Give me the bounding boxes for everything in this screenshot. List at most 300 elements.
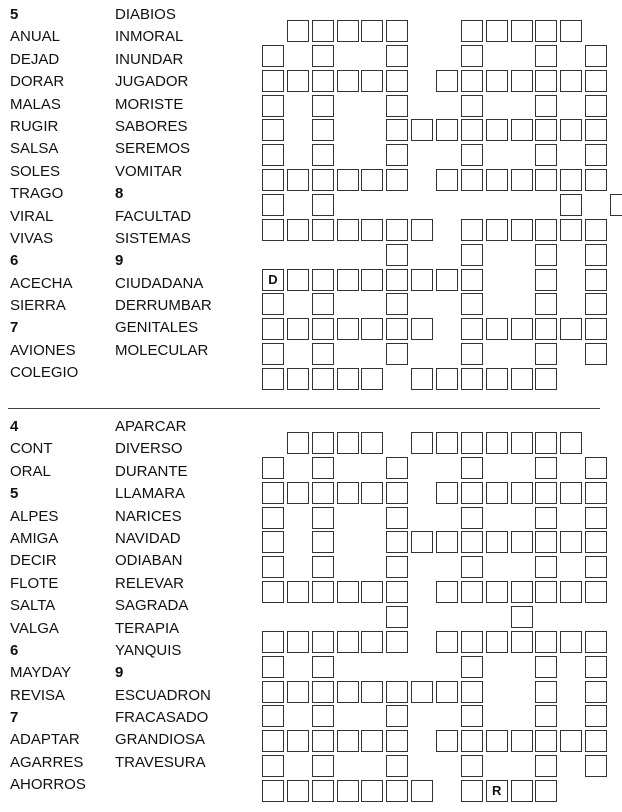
grid-cell[interactable] (436, 432, 458, 454)
grid-cell[interactable] (486, 581, 508, 603)
grid-cell[interactable] (386, 318, 408, 340)
grid-cell[interactable] (411, 318, 433, 340)
puzzle-1 (0, 0, 622, 405)
grid-cell[interactable] (511, 581, 533, 603)
grid-cell[interactable] (312, 144, 334, 166)
grid-cell[interactable] (461, 780, 483, 802)
grid-cell[interactable] (535, 219, 557, 241)
grid-cell[interactable] (262, 705, 284, 727)
grid-cell[interactable] (262, 482, 284, 504)
grid-cell[interactable] (337, 482, 359, 504)
grid-cell[interactable] (560, 318, 582, 340)
grid-cell[interactable] (560, 432, 582, 454)
word-list-item: DECIR (10, 552, 57, 570)
grid-cell[interactable] (337, 780, 359, 802)
word-list-item: TRAGO (10, 185, 64, 203)
grid-cell[interactable] (262, 219, 284, 241)
grid-cell[interactable] (386, 606, 408, 628)
grid-cell[interactable] (585, 531, 607, 553)
grid-cell[interactable] (386, 631, 408, 653)
grid-cell[interactable] (585, 70, 607, 92)
grid-cell[interactable] (560, 119, 582, 141)
grid-cell[interactable] (312, 119, 334, 141)
grid-cell[interactable] (535, 269, 557, 291)
grid-cell[interactable] (262, 631, 284, 653)
word-list-item: SALTA (10, 597, 56, 615)
grid-cell[interactable] (585, 755, 607, 777)
grid-cell[interactable] (287, 730, 309, 752)
word-list-item: FLOTE (10, 574, 59, 592)
grid-cell[interactable] (262, 144, 284, 166)
grid-cell[interactable] (461, 755, 483, 777)
grid-cell[interactable] (312, 705, 334, 727)
grid-cell[interactable] (337, 169, 359, 191)
grid-cell[interactable] (337, 581, 359, 603)
grid-cell[interactable] (436, 368, 458, 390)
grid-cell[interactable] (560, 219, 582, 241)
grid-cell[interactable] (610, 194, 622, 216)
grid-cell[interactable] (312, 581, 334, 603)
grid-cell[interactable] (535, 531, 557, 553)
grid-cell[interactable] (411, 368, 433, 390)
word-list-item: CONT (10, 440, 53, 458)
grid-cell[interactable] (262, 457, 284, 479)
grid-cell[interactable] (287, 581, 309, 603)
grid-cell[interactable] (337, 432, 359, 454)
grid-cell[interactable] (312, 780, 334, 802)
grid-cell[interactable] (386, 780, 408, 802)
grid-cell[interactable] (585, 144, 607, 166)
word-list-item: SIERRA (10, 297, 66, 315)
word-list-item: COLEGIO (10, 364, 79, 382)
grid-cell[interactable] (560, 20, 582, 42)
grid-cell[interactable] (262, 730, 284, 752)
grid-cell[interactable] (262, 780, 284, 802)
grid-cell[interactable] (411, 531, 433, 553)
grid-cell[interactable] (535, 432, 557, 454)
grid-cell[interactable] (361, 780, 383, 802)
grid-cell[interactable] (386, 293, 408, 315)
grid-cell[interactable] (386, 45, 408, 67)
grid-cell[interactable] (486, 730, 508, 752)
word-list-item: NARICES (115, 507, 182, 525)
grid-cell[interactable] (312, 755, 334, 777)
grid-cell[interactable] (262, 681, 284, 703)
grid-cell[interactable] (461, 368, 483, 390)
word-length-heading: 6 (10, 641, 19, 659)
grid-cell[interactable] (461, 70, 483, 92)
grid-cell[interactable] (535, 755, 557, 777)
grid-cell[interactable] (287, 681, 309, 703)
grid-cell[interactable] (560, 631, 582, 653)
grid-cell[interactable] (585, 705, 607, 727)
word-list-item: GENITALES (115, 319, 199, 337)
grid-cell[interactable] (560, 581, 582, 603)
grid-cell[interactable] (361, 20, 383, 42)
grid-cell[interactable] (535, 705, 557, 727)
grid-cell[interactable] (585, 169, 607, 191)
grid-cell[interactable] (262, 556, 284, 578)
word-list-item: ANUAL (10, 28, 61, 46)
grid-cell[interactable] (287, 20, 309, 42)
grid-cell[interactable] (461, 95, 483, 117)
grid-cell[interactable] (386, 507, 408, 529)
grid-cell[interactable] (337, 269, 359, 291)
grid-cell[interactable] (436, 681, 458, 703)
grid-cell[interactable] (461, 169, 483, 191)
grid-cell[interactable] (560, 169, 582, 191)
grid-cell[interactable] (312, 507, 334, 529)
grid-cell[interactable] (312, 531, 334, 553)
grid-cell[interactable] (361, 631, 383, 653)
grid-cell[interactable] (287, 631, 309, 653)
grid-cell[interactable] (535, 70, 557, 92)
grid-cell[interactable] (361, 581, 383, 603)
grid-cell[interactable] (262, 95, 284, 117)
grid-cell[interactable] (535, 144, 557, 166)
grid-cell[interactable] (461, 656, 483, 678)
grid-cell[interactable] (585, 318, 607, 340)
grid-cell[interactable] (436, 730, 458, 752)
grid-cell[interactable] (386, 144, 408, 166)
grid-cell[interactable] (287, 70, 309, 92)
grid-cell[interactable] (337, 681, 359, 703)
grid-cell[interactable] (511, 20, 533, 42)
grid-cell[interactable] (386, 581, 408, 603)
grid-cell[interactable] (511, 219, 533, 241)
grid-cell[interactable] (585, 631, 607, 653)
grid-cell[interactable] (560, 730, 582, 752)
grid-cell[interactable] (312, 556, 334, 578)
grid-cell[interactable] (461, 219, 483, 241)
grid-cell[interactable] (337, 631, 359, 653)
grid-cell[interactable] (386, 20, 408, 42)
grid-cell[interactable] (262, 194, 284, 216)
grid-cell[interactable] (535, 244, 557, 266)
grid-cell[interactable] (312, 343, 334, 365)
grid-cell[interactable] (585, 507, 607, 529)
grid-cell[interactable] (461, 343, 483, 365)
word-list-item: MAYDAY (10, 664, 72, 682)
grid-cell[interactable] (535, 556, 557, 578)
grid-cell[interactable] (461, 20, 483, 42)
grid-cell[interactable] (535, 368, 557, 390)
word-list-item: AHORROS (10, 776, 86, 794)
grid-cell[interactable] (486, 482, 508, 504)
grid-cell[interactable] (312, 95, 334, 117)
grid-cell[interactable] (535, 631, 557, 653)
grid-cell[interactable] (436, 531, 458, 553)
grid-cell[interactable] (386, 95, 408, 117)
grid-cell[interactable] (312, 20, 334, 42)
grid-cell[interactable] (535, 681, 557, 703)
grid-cell[interactable] (312, 269, 334, 291)
grid-cell[interactable] (337, 70, 359, 92)
grid-cell[interactable] (436, 70, 458, 92)
word-list-item: CIUDADANA (115, 274, 204, 292)
grid-cell[interactable] (262, 293, 284, 315)
word-list-item: SISTEMAS (115, 229, 191, 247)
grid-cell[interactable] (461, 556, 483, 578)
grid-cell[interactable] (585, 730, 607, 752)
grid-cell[interactable] (585, 244, 607, 266)
grid-cell[interactable] (312, 368, 334, 390)
grid-cell[interactable] (411, 219, 433, 241)
grid-cell[interactable] (511, 368, 533, 390)
grid-cell[interactable] (386, 343, 408, 365)
grid-cell[interactable] (535, 293, 557, 315)
grid-cell[interactable] (585, 581, 607, 603)
grid-cell[interactable] (511, 606, 533, 628)
grid-cell[interactable] (287, 219, 309, 241)
grid-cell[interactable] (511, 70, 533, 92)
grid-cell[interactable] (486, 531, 508, 553)
grid-cell[interactable] (461, 730, 483, 752)
grid-cell[interactable] (461, 581, 483, 603)
grid-cell[interactable] (361, 219, 383, 241)
grid-cell[interactable] (560, 531, 582, 553)
grid-cell[interactable] (386, 482, 408, 504)
grid-cell[interactable] (511, 318, 533, 340)
grid-cell[interactable] (585, 656, 607, 678)
grid-cell[interactable] (312, 457, 334, 479)
grid-cell[interactable] (535, 780, 557, 802)
grid-cell[interactable] (461, 269, 483, 291)
grid-cell[interactable] (535, 730, 557, 752)
grid-cell[interactable] (361, 70, 383, 92)
word-list-item: DURANTE (115, 462, 188, 480)
grid-cell[interactable] (386, 730, 408, 752)
grid-cell[interactable] (386, 219, 408, 241)
word-list-item: DIABIOS (115, 6, 176, 23)
grid-cell[interactable] (436, 581, 458, 603)
grid-cell[interactable] (585, 219, 607, 241)
grid-cell[interactable] (511, 119, 533, 141)
grid-cell[interactable] (337, 730, 359, 752)
grid-cell[interactable] (461, 705, 483, 727)
grid-cell[interactable] (511, 780, 533, 802)
grid-cell[interactable] (262, 119, 284, 141)
grid-cell[interactable] (486, 219, 508, 241)
grid-cell[interactable] (262, 531, 284, 553)
grid-cell[interactable] (262, 45, 284, 67)
grid-cell[interactable] (262, 507, 284, 529)
grid-cell[interactable] (386, 755, 408, 777)
grid-cell[interactable] (585, 482, 607, 504)
grid-cell[interactable] (262, 656, 284, 678)
grid-cell[interactable] (535, 507, 557, 529)
grid-cell[interactable] (411, 432, 433, 454)
grid-cell[interactable] (337, 20, 359, 42)
grid-cell[interactable] (535, 45, 557, 67)
word-length-heading: 4 (10, 418, 19, 435)
grid-cell[interactable] (486, 631, 508, 653)
grid-cell[interactable] (386, 269, 408, 291)
grid-cell[interactable] (262, 169, 284, 191)
grid-cell[interactable] (535, 119, 557, 141)
grid-cell[interactable] (312, 70, 334, 92)
grid-cell[interactable] (287, 432, 309, 454)
grid-cell[interactable] (461, 432, 483, 454)
grid-cell[interactable] (461, 631, 483, 653)
word-list-column-2 (115, 4, 212, 362)
grid-cell[interactable] (287, 482, 309, 504)
grid-cell[interactable] (361, 482, 383, 504)
grid-cell[interactable] (337, 368, 359, 390)
word-list-item: VOMITAR (115, 162, 183, 180)
grid-cell[interactable] (361, 730, 383, 752)
grid-cell[interactable] (436, 119, 458, 141)
grid-cell[interactable] (461, 531, 483, 553)
grid-cell[interactable] (312, 293, 334, 315)
grid-cell[interactable] (486, 318, 508, 340)
word-list-item: ADAPTAR (10, 731, 80, 749)
grid-cell[interactable] (461, 293, 483, 315)
grid-cell[interactable] (585, 293, 607, 315)
grid-cell[interactable] (386, 169, 408, 191)
grid-cell[interactable] (386, 457, 408, 479)
grid-cell[interactable] (511, 432, 533, 454)
grid-cell[interactable] (486, 368, 508, 390)
grid-cell[interactable] (287, 368, 309, 390)
word-list-item: MOLECULAR (115, 341, 209, 359)
grid-cell[interactable] (535, 20, 557, 42)
grid-cell[interactable] (436, 482, 458, 504)
grid-cell[interactable] (312, 730, 334, 752)
grid-cell[interactable] (585, 681, 607, 703)
grid-cell[interactable] (312, 656, 334, 678)
word-list-item: ACECHA (10, 274, 73, 292)
word-list-item: VIRAL (10, 207, 54, 225)
grid-cell[interactable] (535, 318, 557, 340)
grid-cell[interactable] (312, 169, 334, 191)
grid-cell[interactable] (312, 432, 334, 454)
grid-cell[interactable] (386, 531, 408, 553)
grid-cell[interactable] (361, 169, 383, 191)
grid-cell[interactable] (511, 482, 533, 504)
grid-cell[interactable] (312, 318, 334, 340)
grid-cell[interactable] (585, 269, 607, 291)
grid-cell[interactable] (386, 681, 408, 703)
word-list-item: TRAVESURA (115, 753, 206, 771)
grid-cell[interactable] (287, 269, 309, 291)
grid-cell[interactable] (361, 318, 383, 340)
grid-cell[interactable] (262, 269, 284, 291)
word-list-item: FRACASADO (115, 709, 209, 727)
grid-cell[interactable] (361, 368, 383, 390)
grid-cell[interactable] (535, 95, 557, 117)
grid-cell[interactable] (535, 581, 557, 603)
grid-cell[interactable] (287, 780, 309, 802)
grid-cell[interactable] (486, 20, 508, 42)
grid-cell[interactable] (262, 343, 284, 365)
word-length-heading: 6 (10, 252, 19, 270)
grid-cell[interactable] (486, 169, 508, 191)
grid-cell[interactable] (461, 45, 483, 67)
word-list-item: INUNDAR (115, 50, 184, 68)
grid-cell[interactable] (461, 507, 483, 529)
word-length-heading: 9 (115, 664, 124, 682)
grid-cell[interactable] (486, 70, 508, 92)
grid-cell[interactable] (312, 681, 334, 703)
grid-cell[interactable] (262, 581, 284, 603)
grid-cell[interactable] (511, 531, 533, 553)
grid-cell[interactable] (585, 457, 607, 479)
grid-cell[interactable] (361, 269, 383, 291)
grid-cell[interactable] (461, 144, 483, 166)
grid-cell[interactable] (386, 70, 408, 92)
grid-cell[interactable] (386, 556, 408, 578)
grid-cell[interactable] (461, 681, 483, 703)
grid-cell[interactable] (361, 681, 383, 703)
grid-cell[interactable] (411, 681, 433, 703)
grid-cell[interactable] (461, 244, 483, 266)
grid-cell[interactable] (486, 432, 508, 454)
grid-cell[interactable] (411, 780, 433, 802)
word-list-item: MORISTE (115, 95, 184, 113)
grid-cell[interactable] (337, 219, 359, 241)
grid-cell[interactable] (511, 169, 533, 191)
grid-cell[interactable] (312, 194, 334, 216)
grid-cell[interactable] (287, 318, 309, 340)
word-list-item: REVISA (10, 686, 66, 704)
grid-cell[interactable] (312, 631, 334, 653)
grid-cell[interactable] (312, 219, 334, 241)
grid-cell[interactable] (535, 457, 557, 479)
grid-cell[interactable] (262, 368, 284, 390)
grid-cell[interactable] (361, 432, 383, 454)
grid-cell[interactable] (436, 269, 458, 291)
grid-cell[interactable] (585, 95, 607, 117)
grid-cell[interactable] (262, 70, 284, 92)
grid-cell[interactable] (585, 343, 607, 365)
grid-cell[interactable] (411, 119, 433, 141)
grid-cell[interactable] (461, 457, 483, 479)
grid-cell[interactable] (386, 244, 408, 266)
grid-cell[interactable] (411, 269, 433, 291)
grid-cell[interactable] (535, 482, 557, 504)
grid-cell[interactable] (436, 631, 458, 653)
grid-cell[interactable] (585, 119, 607, 141)
grid-cell[interactable] (461, 119, 483, 141)
grid-cell[interactable] (262, 318, 284, 340)
grid-cell[interactable] (436, 169, 458, 191)
grid-cell[interactable] (535, 343, 557, 365)
grid-cell[interactable] (386, 119, 408, 141)
grid-cell[interactable] (287, 169, 309, 191)
grid-cell[interactable] (337, 318, 359, 340)
grid-cell[interactable] (312, 45, 334, 67)
grid-cell[interactable] (560, 482, 582, 504)
word-list-item: ODIABAN (115, 552, 183, 570)
grid-cell[interactable] (560, 194, 582, 216)
grid-cell[interactable] (386, 705, 408, 727)
grid-cell[interactable] (511, 730, 533, 752)
grid-cell[interactable] (585, 556, 607, 578)
grid-cell[interactable] (461, 482, 483, 504)
grid-cell[interactable] (535, 656, 557, 678)
grid-cell[interactable] (461, 318, 483, 340)
grid-cell[interactable] (262, 755, 284, 777)
grid-cell[interactable] (585, 45, 607, 67)
grid-cell[interactable] (486, 119, 508, 141)
word-list-item: MALAS (10, 95, 61, 113)
grid-cell[interactable] (312, 482, 334, 504)
grid-cell[interactable] (535, 169, 557, 191)
grid-cell[interactable] (560, 70, 582, 92)
grid-cell[interactable] (486, 780, 508, 802)
grid-cell[interactable] (511, 631, 533, 653)
